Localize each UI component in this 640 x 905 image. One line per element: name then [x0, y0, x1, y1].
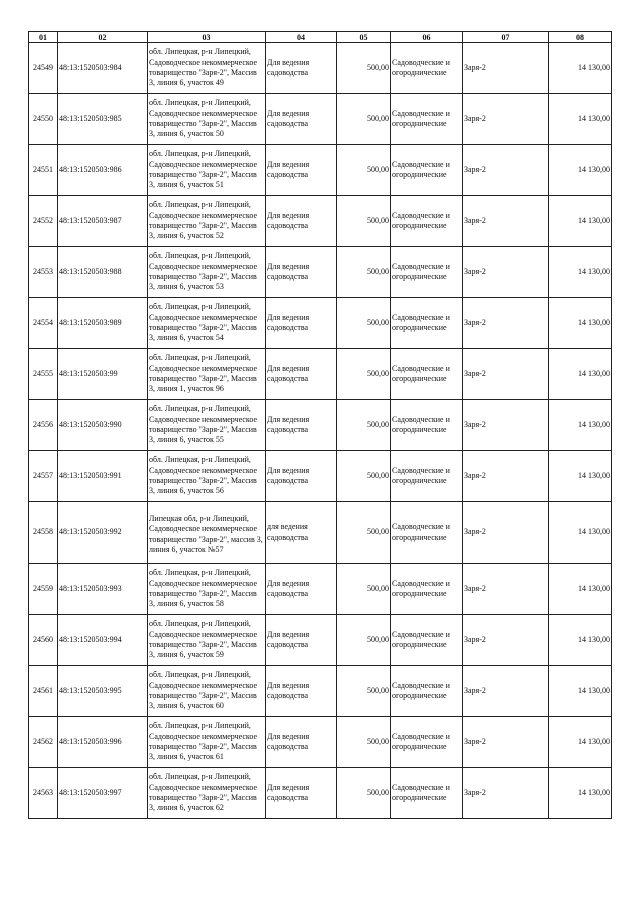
cadastral-number-cell: 48:13:1520503:993: [58, 564, 148, 615]
area-cell: 500,00: [337, 196, 391, 247]
cadastral-value-cell: 14 130,00: [549, 768, 612, 819]
cadastral-value-cell: 14 130,00: [549, 94, 612, 145]
address-text: обл. Липецкая, р-н Липецкий, Садоводческое некоммерческое товарищество "Заря-2", Массив 3, линия 6, участок 56: [149, 455, 258, 496]
holder-cell: Заря-2: [463, 615, 549, 666]
table-row: [29, 502, 612, 564]
column-header-06: 06: [391, 32, 463, 43]
table-header-row: [29, 32, 612, 43]
column-header-04: 04: [266, 32, 337, 43]
address-text: обл. Липецкая, р-н Липецкий, Садоводческое некоммерческое товарищество "Заря-2", Массив 3, линия 1, участок 96: [149, 353, 258, 394]
address-cell: [148, 94, 266, 145]
category-cell: Садоводческие и огороднические: [391, 451, 463, 502]
cadastral-number-cell: 48:13:1520503:990: [58, 400, 148, 451]
row-number-cell: 24552: [29, 196, 58, 247]
address-cell: [148, 451, 266, 502]
category-cell: Садоводческие и огороднические: [391, 768, 463, 819]
address-cell: [148, 615, 266, 666]
address-cell: [148, 502, 266, 564]
row-number-cell: 24563: [29, 768, 58, 819]
area-cell: 500,00: [337, 666, 391, 717]
address-text: обл. Липецкая, р-н Липецкий, Садоводческое некоммерческое товарищество "Заря-2", Массив 3, линия 6, участок 58: [149, 568, 258, 609]
table-row: [29, 717, 612, 768]
land-use-cell: Для ведения садоводства: [266, 94, 337, 145]
category-cell: Садоводческие и огороднические: [391, 196, 463, 247]
address-cell: [148, 717, 266, 768]
area-cell: 500,00: [337, 298, 391, 349]
cadastral-number-cell: 48:13:1520503:987: [58, 196, 148, 247]
category-cell: Садоводческие и огороднические: [391, 564, 463, 615]
table-row: [29, 145, 612, 196]
row-number-cell: 24559: [29, 564, 58, 615]
address-cell: [148, 145, 266, 196]
table-row: [29, 400, 612, 451]
holder-cell: Заря-2: [463, 502, 549, 564]
table-row: [29, 615, 612, 666]
row-number-cell: 24558: [29, 502, 58, 564]
land-use-cell: Для ведения садоводства: [266, 666, 337, 717]
cadastral-value-cell: 14 130,00: [549, 615, 612, 666]
address-text: обл. Липецкая, р-н Липецкий, Садоводческое некоммерческое товарищество "Заря-2", Массив 3, линия 6, участок 52: [149, 200, 258, 241]
land-use-cell: Для ведения садоводства: [266, 451, 337, 502]
address-text: обл. Липецкая, р-н Липецкий, Садоводческое некоммерческое товарищество "Заря-2", Массив 3, линия 6, участок 61: [149, 721, 258, 762]
land-use-cell: для ведения садоводства: [266, 502, 337, 564]
table-row: [29, 94, 612, 145]
cadastral-number-cell: 48:13:1520503:992: [58, 502, 148, 564]
address-cell: [148, 564, 266, 615]
land-use-cell: Для ведения садоводства: [266, 43, 337, 94]
row-number-cell: 24549: [29, 43, 58, 94]
holder-cell: Заря-2: [463, 768, 549, 819]
cadastral-value-cell: 14 130,00: [549, 451, 612, 502]
address-cell: [148, 666, 266, 717]
table-row: [29, 451, 612, 502]
address-cell: [148, 349, 266, 400]
land-use-cell: Для ведения садоводства: [266, 717, 337, 768]
address-text: обл. Липецкая, р-н Липецкий, Садоводческое некоммерческое товарищество "Заря-2", Массив 3, линия 6, участок 55: [149, 404, 258, 445]
area-cell: 500,00: [337, 349, 391, 400]
row-number-cell: 24560: [29, 615, 58, 666]
holder-cell: Заря-2: [463, 247, 549, 298]
cadastral-value-cell: 14 130,00: [549, 196, 612, 247]
area-cell: 500,00: [337, 400, 391, 451]
category-cell: Садоводческие и огороднические: [391, 717, 463, 768]
land-use-cell: Для ведения садоводства: [266, 298, 337, 349]
land-use-cell: Для ведения садоводства: [266, 615, 337, 666]
land-use-cell: Для ведения садоводства: [266, 349, 337, 400]
category-cell: Садоводческие и огороднические: [391, 145, 463, 196]
cadastral-value-cell: 14 130,00: [549, 564, 612, 615]
column-header-01: 01: [29, 32, 58, 43]
address-text: обл. Липецкая, р-н Липецкий, Садоводческое некоммерческое товарищество "Заря-2", Массив 3, линия 6, участок 62: [149, 772, 258, 813]
table-row: [29, 768, 612, 819]
cadastral-value-cell: 14 130,00: [549, 298, 612, 349]
category-cell: Садоводческие и огороднические: [391, 666, 463, 717]
category-cell: Садоводческие и огороднические: [391, 298, 463, 349]
column-header-05: 05: [337, 32, 391, 43]
area-cell: 500,00: [337, 451, 391, 502]
category-cell: Садоводческие и огороднические: [391, 349, 463, 400]
area-cell: 500,00: [337, 615, 391, 666]
address-cell: [148, 298, 266, 349]
cadastral-value-cell: 14 130,00: [549, 43, 612, 94]
land-use-cell: Для ведения садоводства: [266, 145, 337, 196]
column-header-07: 07: [463, 32, 549, 43]
address-text: обл. Липецкая, р-н Липецкий, Садоводческое некоммерческое товарищество "Заря-2", Массив 3, линия 6, участок 49: [149, 47, 258, 88]
land-use-cell: Для ведения садоводства: [266, 196, 337, 247]
holder-cell: Заря-2: [463, 196, 549, 247]
table-row: [29, 196, 612, 247]
table-row: [29, 666, 612, 717]
category-cell: Садоводческие и огороднические: [391, 502, 463, 564]
area-cell: 500,00: [337, 43, 391, 94]
row-number-cell: 24561: [29, 666, 58, 717]
holder-cell: Заря-2: [463, 349, 549, 400]
holder-cell: Заря-2: [463, 717, 549, 768]
cadastral-number-cell: 48:13:1520503:989: [58, 298, 148, 349]
cadastral-value-cell: 14 130,00: [549, 717, 612, 768]
row-number-cell: 24550: [29, 94, 58, 145]
holder-cell: Заря-2: [463, 94, 549, 145]
row-number-cell: 24562: [29, 717, 58, 768]
cadastral-number-cell: 48:13:1520503:988: [58, 247, 148, 298]
column-header-02: 02: [58, 32, 148, 43]
cadastral-number-cell: 48:13:1520503:986: [58, 145, 148, 196]
cadastral-value-cell: 14 130,00: [549, 145, 612, 196]
row-number-cell: 24554: [29, 298, 58, 349]
table-row: [29, 247, 612, 298]
holder-cell: Заря-2: [463, 666, 549, 717]
cadastral-number-cell: 48:13:1520503:991: [58, 451, 148, 502]
table-row: [29, 349, 612, 400]
table-row: [29, 564, 612, 615]
row-number-cell: 24557: [29, 451, 58, 502]
holder-cell: Заря-2: [463, 298, 549, 349]
table-row: [29, 43, 612, 94]
cadastral-number-cell: 48:13:1520503:996: [58, 717, 148, 768]
land-use-cell: Для ведения садоводства: [266, 247, 337, 298]
area-cell: 500,00: [337, 502, 391, 564]
category-cell: Садоводческие и огороднические: [391, 43, 463, 94]
row-number-cell: 24551: [29, 145, 58, 196]
area-cell: 500,00: [337, 145, 391, 196]
address-cell: [148, 400, 266, 451]
column-header-08: 08: [549, 32, 612, 43]
holder-cell: Заря-2: [463, 145, 549, 196]
cadastral-number-cell: 48:13:1520503:995: [58, 666, 148, 717]
address-text: обл. Липецкая, р-н Липецкий, Садоводческое некоммерческое товарищество "Заря-2", Массив 3, линия 6, участок 51: [149, 149, 258, 190]
land-use-cell: Для ведения садоводства: [266, 400, 337, 451]
cadastral-number-cell: 48:13:1520503:984: [58, 43, 148, 94]
area-cell: 500,00: [337, 564, 391, 615]
address-text: обл. Липецкая, р-н Липецкий, Садоводческое некоммерческое товарищество "Заря-2", Массив 3, линия 6, участок 50: [149, 98, 258, 139]
address-cell: [148, 768, 266, 819]
address-cell: [148, 43, 266, 94]
land-registry-table: [28, 31, 612, 819]
cadastral-number-cell: 48:13:1520503:997: [58, 768, 148, 819]
address-text: обл. Липецкая, р-н Липецкий, Садоводческое некоммерческое товарищество "Заря-2", Массив 3, линия 6, участок 54: [149, 302, 258, 343]
cadastral-value-cell: 14 130,00: [549, 502, 612, 564]
cadastral-value-cell: 14 130,00: [549, 666, 612, 717]
column-header-03: 03: [148, 32, 266, 43]
table-body: [29, 43, 612, 819]
holder-cell: Заря-2: [463, 564, 549, 615]
category-cell: Садоводческие и огороднические: [391, 94, 463, 145]
address-text: Липецкая обл, р-н Липецкий, Садоводческое некоммерческое товарищество "Заря-2", массив 3, линия 6, участок №57: [149, 513, 263, 554]
land-use-cell: Для ведения садоводства: [266, 768, 337, 819]
address-text: обл. Липецкая, р-н Липецкий, Садоводческое некоммерческое товарищество "Заря-2", Массив 3, линия 6, участок 59: [149, 619, 258, 660]
cadastral-number-cell: 48:13:1520503:99: [58, 349, 148, 400]
category-cell: Садоводческие и огороднические: [391, 400, 463, 451]
cadastral-value-cell: 14 130,00: [549, 400, 612, 451]
row-number-cell: 24553: [29, 247, 58, 298]
address-cell: [148, 196, 266, 247]
category-cell: Садоводческие и огороднические: [391, 615, 463, 666]
area-cell: 500,00: [337, 247, 391, 298]
cadastral-value-cell: 14 130,00: [549, 349, 612, 400]
row-number-cell: 24555: [29, 349, 58, 400]
category-cell: Садоводческие и огороднические: [391, 247, 463, 298]
cadastral-number-cell: 48:13:1520503:994: [58, 615, 148, 666]
row-number-cell: 24556: [29, 400, 58, 451]
holder-cell: Заря-2: [463, 451, 549, 502]
area-cell: 500,00: [337, 94, 391, 145]
holder-cell: Заря-2: [463, 43, 549, 94]
address-text: обл. Липецкая, р-н Липецкий, Садоводческое некоммерческое товарищество "Заря-2", Массив 3, линия 6, участок 53: [149, 251, 258, 292]
cadastral-number-cell: 48:13:1520503:985: [58, 94, 148, 145]
cadastral-value-cell: 14 130,00: [549, 247, 612, 298]
area-cell: 500,00: [337, 768, 391, 819]
area-cell: 500,00: [337, 717, 391, 768]
address-cell: [148, 247, 266, 298]
holder-cell: Заря-2: [463, 400, 549, 451]
land-use-cell: Для ведения садоводства: [266, 564, 337, 615]
address-text: обл. Липецкая, р-н Липецкий, Садоводческое некоммерческое товарищество "Заря-2", Массив 3, линия 6, участок 60: [149, 670, 258, 711]
table-row: [29, 298, 612, 349]
